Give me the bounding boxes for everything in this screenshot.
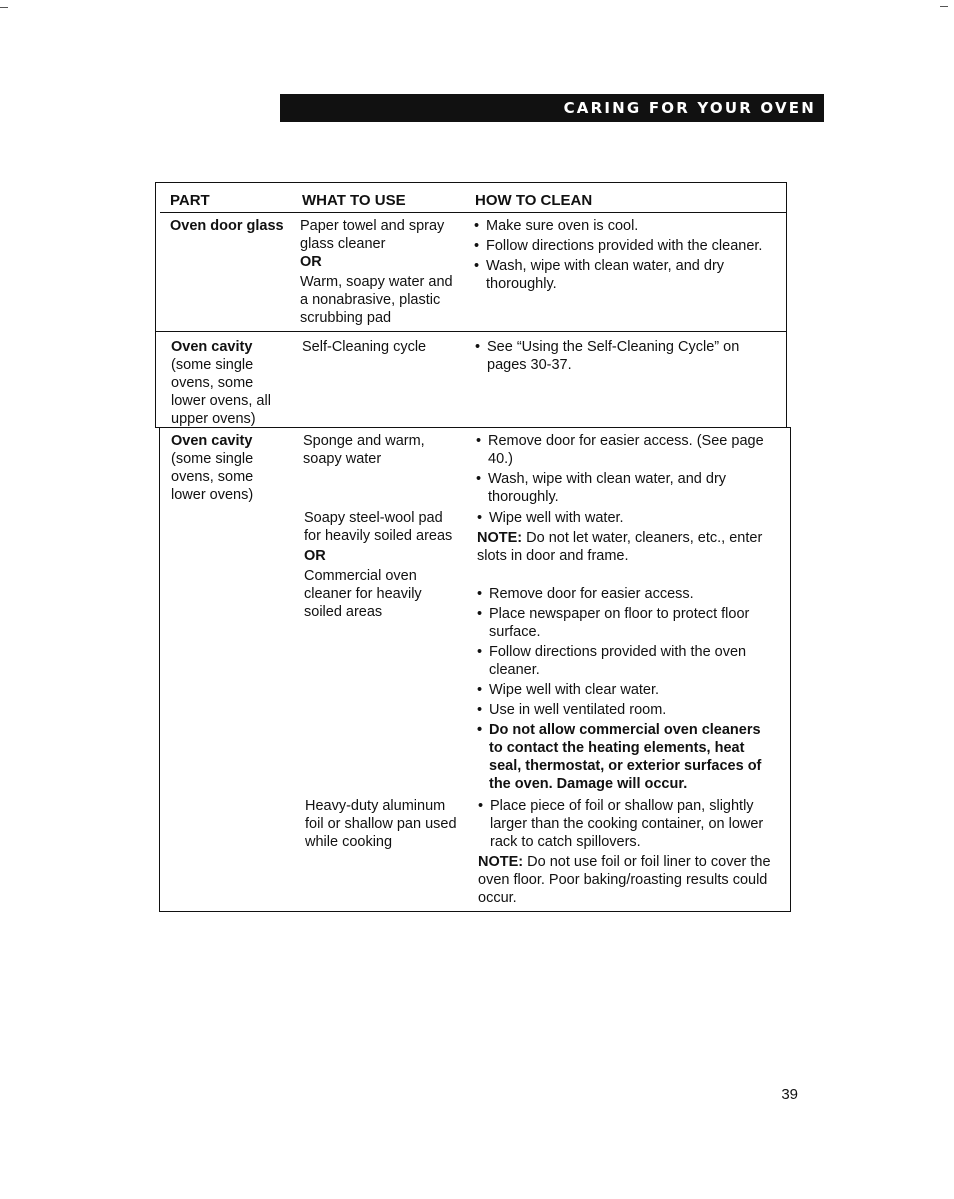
- note-label: NOTE:: [477, 530, 523, 546]
- row2-how: [475, 338, 765, 376]
- row3-how-group2: [477, 509, 772, 565]
- header-part: PART: [170, 192, 210, 209]
- row2-part-name: Oven cavity: [171, 339, 253, 355]
- header-what-to-use: WHAT TO USE: [302, 192, 406, 209]
- row3-part: [171, 432, 291, 504]
- row-divider-1: [156, 331, 787, 332]
- row3-how-item: • Place newspaper on floor to protect floor surface.: [477, 605, 775, 641]
- row3-what-option4: Heavy-duty aluminum foil or shallow pan used while cooking: [305, 798, 457, 850]
- row3-warning: • Do not allow commercial oven cleaners to contact the heating elements, heat seal, thermostat, or exterior surfaces of the oven. Damage will occur.: [477, 721, 775, 793]
- row1-what-option1: Paper towel and spray glass cleaner: [300, 218, 445, 252]
- row3-how-group3: [477, 585, 775, 795]
- row3-how-item: • Wipe well with clear water.: [477, 681, 775, 699]
- row3-how-item: • Wipe well with water.: [477, 509, 772, 527]
- row3-how-item: • Place piece of foil or shallow pan, slightly larger than the cooking container, on lower rack to catch spillovers.: [478, 797, 778, 851]
- row3-what-steel-wool: Soapy steel-wool pad for heavily soiled areas: [304, 510, 453, 544]
- row2-part: [171, 338, 291, 428]
- row1-what: [300, 217, 460, 327]
- row3-or: OR: [304, 548, 326, 564]
- row3-part-name: Oven cavity: [171, 433, 253, 449]
- row2-how-item: • See “Using the Self-Cleaning Cycle” on pages 30-37.: [475, 338, 765, 374]
- row3-how-group1: [476, 432, 766, 508]
- row1-how-item: • Wash, wipe with clean water, and dry thoroughly.: [474, 257, 764, 293]
- section-banner: CARING FOR YOUR OVEN: [280, 94, 824, 122]
- row3-how-item: • Remove door for easier access.: [477, 585, 775, 603]
- note-text: Do not use foil or foil liner to cover the oven floor. Poor baking/roasting results could occur.: [478, 854, 771, 906]
- row1-or: OR: [300, 254, 322, 270]
- row3-how-item: • Remove door for easier access. (See page 40.): [476, 432, 766, 468]
- row3-what-option1: Sponge and warm, soapy water: [303, 433, 425, 467]
- page-number: 39: [781, 1086, 798, 1103]
- row3-what-commercial: Commercial oven cleaner for heavily soiled areas: [304, 568, 422, 620]
- row3-how-item: • Wash, wipe with clean water, and dry thoroughly.: [476, 470, 766, 506]
- note-label: NOTE:: [478, 854, 524, 870]
- header-divider: [160, 212, 787, 213]
- row1-how: [474, 217, 764, 295]
- row1-how-item: • Make sure oven is cool.: [474, 217, 764, 235]
- note-text: Do not let water, cleaners, etc., enter slots in door and frame.: [477, 530, 763, 564]
- row3-what-option2: [304, 509, 454, 621]
- row1-part: Oven door glass: [170, 218, 284, 234]
- corner-mark-left: [0, 7, 8, 8]
- row3-part-note: (some single ovens, some lower ovens): [171, 451, 254, 503]
- row1-how-item: • Follow directions provided with the cleaner.: [474, 237, 764, 255]
- row3-how-group4: [478, 797, 778, 907]
- row3-how-item: • Use in well ventilated room.: [477, 701, 775, 719]
- row3-note1: [477, 529, 772, 565]
- row3-note2: [478, 853, 778, 907]
- header-how-to-clean: HOW TO CLEAN: [475, 192, 593, 209]
- row2-what: Self-Cleaning cycle: [302, 339, 427, 355]
- row3-how-item: • Follow directions provided with the oven cleaner.: [477, 643, 775, 679]
- corner-mark-right: [940, 6, 948, 7]
- row1-what-option2: Warm, soapy water and a nonabrasive, plastic scrubbing pad: [300, 274, 453, 326]
- row2-part-note: (some single ovens, some lower ovens, all upper ovens): [171, 357, 271, 427]
